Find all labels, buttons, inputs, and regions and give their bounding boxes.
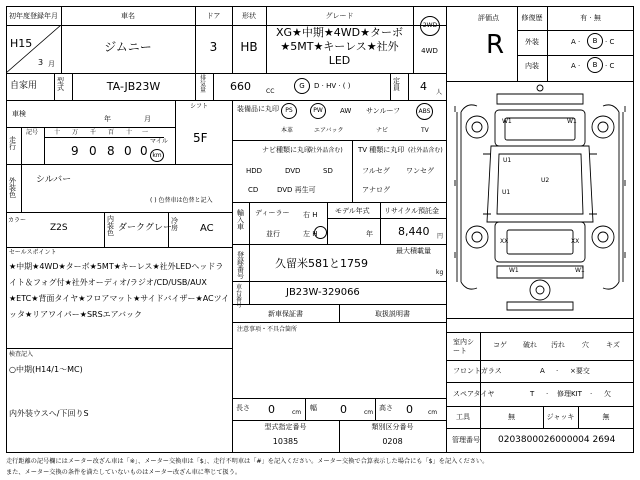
tv-type-sub: (社外品含む) [408,147,443,154]
usage-value: 自家用 [10,81,38,91]
diagram-label-w1-bl: W1 [509,267,519,274]
front-glass-label: フロントガラス [453,367,502,375]
fuel-gasoline-circle: G [294,78,310,94]
import-dealer: ディーラー [255,209,290,217]
equipment-abs: ABS [416,103,433,120]
reg-month-unit: 月 [48,60,55,68]
max-load-label: 最大積載量 [396,247,431,255]
equipment-aw: AW [340,107,352,115]
front-glass-a: A [540,367,545,375]
height-label: 高さ [379,404,393,412]
manual-label: 取扱説明書 [375,310,410,318]
category-number-label: 類別区分番号 [371,423,414,431]
displacement-unit: CC [266,88,275,95]
odometer-digit-0: 9 [71,144,79,158]
front-glass-replace: ×要交 [570,367,590,375]
inspection-label: 車検 [12,110,26,118]
spare-tire-t: T [530,390,535,398]
tools-value: 無 [508,413,515,421]
capacity-unit: 人 [436,89,443,96]
mile-label: マイル [150,138,168,145]
inspection-month-label: 月 [144,115,151,123]
door-value: 3 [209,40,218,54]
max-load-unit: kg [436,269,444,276]
navi-dvd: DVD [285,167,301,175]
travel-label: 走行 [9,136,16,151]
chassis-number-label: 車台番号 [236,284,243,309]
width-unit: cm [364,409,374,416]
inspection-note-line-2: 内外装ウスへ/下回りS [9,409,89,418]
equipment-ps: PS [281,103,297,119]
control-number-value: 0203800026000004 2694 [498,435,616,445]
km-unit-circle: km [150,149,164,162]
reg-month-value: 3 [38,58,44,67]
record-label: 記号 [26,129,39,136]
digit-header-1: 万 [72,129,79,136]
jack-label: ジャッキ [546,413,575,421]
type-designation-value: 10385 [272,437,299,446]
width-value: 0 [340,403,347,416]
jack-value: 無 [602,413,610,421]
exterior-color-label: 外装色 [9,177,16,199]
displacement-value: 660 [230,80,251,93]
interior-grade-c: · C [605,62,615,70]
registration-number-label: 登録番号 [237,251,244,280]
chassis-number-value: JB23W-329066 [286,287,360,298]
interior-color-label: 内装色 [107,215,114,237]
name-label: 車名 [121,12,135,20]
color-code-value: Z2S [50,223,68,233]
navi-type-sub: (社外品含む) [308,147,343,154]
shape-label: 形状 [242,12,256,20]
spare-tire-label: スペアタイヤ [453,390,495,398]
spare-tire-sep-2: · [590,390,593,398]
reg-year-label: 初年度登録年月 [9,12,58,20]
selling-points-line-2: イト＆フォグ付★社外オーディオ/ラジオ/CD/USB/AUX [9,278,207,287]
exterior-grade-a: A · [571,38,581,46]
width-label: 幅 [310,404,317,412]
navi-type-label: ナビ種類に丸印 [262,146,311,154]
digit-header-5: 一 [142,129,149,136]
model-year-unit: 年 [366,230,373,238]
diagram-label-u1-l: U1 [503,157,512,164]
score-value: R [486,30,505,60]
fuel-options: D · HV · ( ) [314,82,351,90]
length-label: 長さ [236,404,250,412]
shift-value: 5F [193,131,208,145]
equipment-pw: PW [310,103,326,119]
equipment-sunroof: サンルーフ [366,107,401,115]
warranty-label: 新車保証書 [268,310,303,318]
navi-dvd-playback: DVD 再生可 [277,186,316,194]
import-parallel: 並行 [266,230,280,238]
interior-grade-a: A · [571,62,581,70]
tools-label: 工具 [456,413,470,421]
grade-line-1: XG★中期★4WD★ターボ [276,26,403,39]
inspection-year-label: 年 [104,115,111,123]
selling-points-line-1: ★中期★4WD★ターボ★5MT★キーレス★社外LEDヘッドラ [9,262,224,271]
notes-label: 注意事項・不具合箇所 [237,326,298,333]
navi-cd: CD [248,186,259,194]
cabin-item-scratch: キズ [606,341,620,349]
digit-header-2: 千 [90,129,97,136]
front-glass-sep: · [556,367,559,375]
category-number-value: 0208 [382,437,403,446]
selling-points-line-4: ッタ★リアワイパー★SRSエアバック [9,310,143,319]
diagram-label-w1-tr: W1 [567,118,577,125]
drive-4wd-label: 4WD [421,47,438,55]
tv-oneseg: ワンセグ [406,167,434,175]
spare-tire-sep-1: · [546,390,549,398]
equipment-tv: TV [421,127,429,134]
shift-label: シフト [190,103,209,110]
diagram-label-xx-r: XX [571,238,580,245]
height-value: 0 [406,403,413,416]
inspection-note-line-1: ○中期(H14/1〜MC) [9,365,83,374]
exterior-grade-b: B [587,33,603,49]
odometer-digit-3: 0 [124,144,132,158]
import-car-label: 輸入車 [237,209,244,231]
odometer-digit-4: 0 [140,144,148,158]
navi-sd: SD [323,167,333,175]
footer-note-line-1: 走行距離の記号欄にはメーター改ざん車は「※」、メーター交換車は「$」、走行不明車は「#」を記入ください。メーター交換で合算表示した場合にも「$」を記入ください。 [6,458,489,465]
diagram-label-w1-tl: W1 [502,118,512,125]
displacement-label: 排気量 [200,75,207,94]
exterior-color-value: シルバー [36,175,72,185]
digit-header-4: 十 [126,129,133,136]
recycle-value: 8,440 [398,225,430,238]
recycle-label: リサイクル預託金 [384,207,440,215]
model-year-label: モデル年式 [335,207,370,215]
odometer-digit-2: 8 [107,144,115,158]
interior-grade-b: B [587,57,603,73]
selling-points-label: セールスポイント [9,249,57,256]
grade-label: グレード [325,12,354,20]
interior-color-value: ダークグレー [118,223,173,233]
recycle-unit: 円 [437,233,444,240]
diagram-label-xx-l: XX [500,238,509,245]
equipment-leather: 本革 [281,127,294,134]
inspection-notes-label: 検査記入 [9,351,34,358]
tv-analog: アナログ [362,186,390,194]
navi-hdd: HDD [246,167,263,175]
cabin-item-hole: 穴 [582,341,589,349]
ac-label: 冷房 [171,217,178,232]
import-right-hand: 右 H [303,211,318,219]
cabin-item-tear: 破れ [523,341,537,349]
capacity-value: 4 [420,80,427,93]
cabin-item-dirt: 汚れ [551,341,565,349]
repair-values: 有 · 無 [580,14,601,22]
exterior-grade-label: 外装 [525,38,539,46]
tv-fullseg: フルセグ [362,167,390,175]
door-label: ドア [206,12,221,20]
registration-number-value: 久留米581と1759 [275,257,368,270]
digit-header-0: 十 [54,129,61,136]
height-unit: cm [428,409,438,416]
footer-note-line-2: また、メーター交換の条件を満たしていないものはメーター改ざん車に準じて扱う。 [6,469,242,476]
equipment-airbag: エアバック [314,127,344,134]
spare-tire-missing: 欠 [604,390,611,398]
model-value: TA-JB23W [106,80,161,93]
odometer-digit-1: 0 [89,144,97,158]
type-designation-label: 型式指定番号 [264,423,307,431]
drive-2wd-badge: 2WD [420,16,440,36]
grade-line-2: ★5MT★キーレス★社外 [280,40,399,53]
equipment-navi: ナビ [376,127,389,134]
digit-header-3: 百 [108,129,115,136]
import-left-hand: 左 H [303,230,318,238]
interior-grade-label: 内装 [525,62,539,70]
score-label: 評価点 [478,14,499,22]
diagram-label-u1-r: U1 [502,189,511,196]
car-damage-diagram [447,82,633,318]
exterior-grade-c: · C [605,38,615,46]
color-code-label: カラー [8,217,27,224]
cabin-seat-label: 室内シート [453,338,474,356]
control-number-label: 管理番号 [452,436,480,444]
capacity-label: 定員 [393,77,400,92]
length-value: 0 [268,403,275,416]
grade-line-3: LED [328,54,351,67]
spare-tire-kit: 修理KIT [557,390,582,398]
color-change-note: ( ) 色替車は色替と記入 [150,197,213,204]
diagram-label-u2: U2 [541,177,550,184]
cabin-item-burn: コゲ [493,341,507,349]
left-hand-circle [314,226,327,239]
reg-year-value: H15 [10,37,33,50]
ac-value: AC [200,223,214,234]
selling-points-line-3: ★ETC★背面タイヤ★フロアマット★サイドバイザー★ACツイ [9,294,230,303]
equipment-label: 装備品に丸印 [237,105,279,113]
tv-type-label: TV 種類に丸印 [358,146,405,154]
repair-label: 修復歴 [521,14,543,22]
model-label: 型式 [57,77,64,92]
length-unit: cm [292,409,302,416]
diagram-label-w1-br: W1 [575,267,585,274]
name-value: ジムニー [104,40,152,54]
shape-value: HB [240,40,258,54]
